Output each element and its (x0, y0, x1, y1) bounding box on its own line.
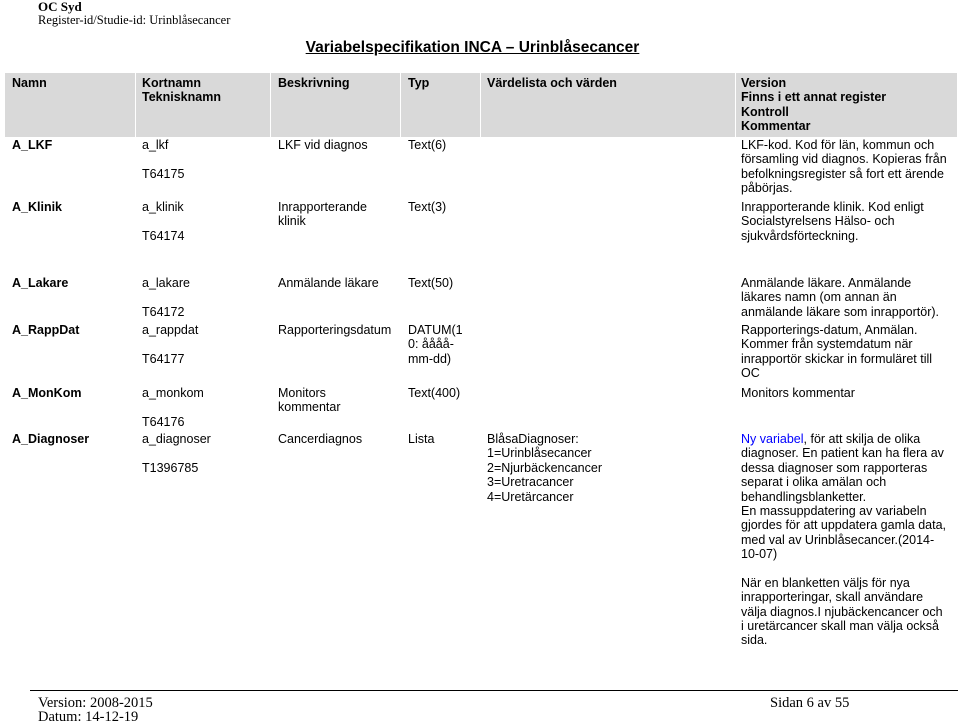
column-header-line: Finns i ett annat register (741, 90, 887, 105)
text-line: 0: åååå- (408, 337, 454, 352)
text-line: församling vid diagnos. Kopieras från (741, 152, 947, 167)
description (278, 200, 367, 229)
comment (741, 323, 932, 381)
text-line: Monitors kommentar (741, 386, 855, 400)
text-line: 2=Njurbäckencancer (487, 460, 602, 475)
comment-paragraph (741, 200, 924, 243)
comment (741, 432, 946, 648)
data-type (408, 323, 463, 366)
text-line: Text(50) (408, 276, 454, 290)
comment-paragraph (741, 432, 946, 562)
variable-name: A_Lakare (12, 276, 69, 290)
text-line: Lista (408, 432, 435, 446)
variable-name: A_Diagnoser (12, 432, 90, 446)
highlight-text: Ny variabel (741, 432, 804, 446)
text-line: Rapporterings-datum, Anmälan. (741, 323, 918, 337)
text-line: i uretärcancer skall man välja också (741, 619, 939, 634)
footer-version: Version: 2008-2015 (38, 695, 153, 711)
column-header-line: Typ (408, 76, 430, 90)
column-header-line: Kortnamn (142, 76, 202, 90)
text-line: inrapporteringar, skall användare (741, 590, 924, 605)
footer-date: Datum: 14-12-19 (38, 709, 139, 725)
variable-name: A_Klinik (12, 200, 63, 214)
short-name: a_lakare (142, 276, 190, 290)
text-line: med val av Urinblåsecancer.(2014- (741, 532, 935, 547)
text-line: välja diagnos.I njubäckencancer och (741, 604, 943, 619)
text-line: påbörjas. (741, 181, 793, 196)
text-line: 1=Urinblåsecancer (487, 446, 592, 461)
text-line: Rapporteringsdatum (278, 323, 392, 337)
column-header-line: Kommentar (741, 119, 811, 134)
text-line: BlåsaDiagnoser: (487, 432, 579, 446)
column-header-line: Värdelista och värden (487, 76, 617, 90)
text-line: DATUM(1 (408, 323, 463, 337)
variable-name: A_LKF (12, 138, 53, 152)
page-title: Variabelspecifikation INCA – Urinblåsecancer (305, 39, 640, 56)
technical-name: T64174 (142, 228, 185, 243)
table-row (0, 323, 960, 381)
table-row (0, 138, 960, 196)
comment (741, 386, 855, 400)
description (278, 386, 341, 415)
technical-name: T64172 (142, 304, 185, 319)
column-header-line: Version (741, 76, 787, 90)
text-line: 10-07) (741, 547, 778, 562)
data-type (408, 386, 460, 400)
column-header-line: Kontroll (741, 104, 789, 119)
column-header-line: Teknisknamn (142, 90, 221, 105)
text-line: Text(400) (408, 386, 461, 400)
value-list (487, 432, 602, 504)
variable-name: A_RappDat (12, 323, 80, 337)
text-line: Text(6) (408, 138, 447, 152)
text-line: separat i olika amälan och (741, 475, 887, 490)
text-line: Text(3) (408, 200, 447, 214)
technical-name: T1396785 (142, 460, 199, 475)
technical-name: T64176 (142, 414, 185, 429)
comment-paragraph (741, 576, 946, 648)
text-line: LKF vid diagnos (278, 138, 368, 152)
text-line: sida. (741, 633, 768, 648)
table-row (0, 200, 960, 243)
comment-paragraph (741, 276, 939, 319)
table-row (0, 276, 960, 319)
description (278, 432, 362, 446)
text-line: Monitors (278, 386, 326, 400)
comment (741, 138, 947, 196)
data-type (408, 432, 434, 446)
organization-name: OC Syd (38, 0, 82, 14)
technical-name: T64175 (142, 166, 185, 181)
data-type (408, 138, 446, 152)
text-line: klinik (278, 214, 306, 229)
footer-divider (30, 690, 958, 691)
text-line: OC (741, 366, 760, 381)
comment (741, 200, 924, 243)
text-line: läkares namn (om annan än (741, 290, 897, 305)
comment (741, 276, 939, 319)
text-line: sjukvårdsförteckning. (741, 228, 859, 243)
text-line: gjordes för att uppdatera gamla data, (741, 518, 946, 533)
short-name: a_lkf (142, 138, 169, 152)
text-line: Inrapporterande klinik. Kod enligt (741, 200, 924, 214)
short-name: a_rappdat (142, 323, 199, 337)
text-line: Anmälande läkare (278, 276, 379, 290)
text-line: mm-dd) (408, 351, 452, 366)
text-line: inrapportör skickar in formuläret till (741, 351, 933, 366)
comment-paragraph (741, 386, 855, 400)
data-type (408, 200, 446, 214)
text-line: diagnoser. En patient kan ha flera av (741, 446, 944, 461)
text-line: En massuppdatering av variabeln (741, 503, 927, 518)
text-line: 3=Uretracancer (487, 475, 574, 490)
text-line: Cancerdiagnos (278, 432, 363, 446)
text-segment: , för att skilja de olika (803, 432, 921, 446)
text-line: Anmälande läkare. Anmälande (741, 276, 912, 290)
table-row (0, 386, 960, 429)
text-line: När en blanketten väljs för nya (741, 575, 910, 590)
comment-paragraph (741, 323, 932, 381)
table-row (0, 432, 960, 648)
column-header-line: Namn (12, 76, 47, 90)
short-name: a_klinik (142, 200, 184, 214)
register-id: Register-id/Studie-id: Urinblåsecancer (38, 13, 231, 27)
footer-page-number: Sidan 6 av 55 (770, 695, 850, 711)
text-line: befolkningsregister så fort ett ärende (741, 166, 944, 181)
short-name: a_monkom (142, 386, 204, 400)
description (278, 276, 379, 290)
text-line: kommentar (278, 400, 341, 415)
text-line: 4=Uretärcancer (487, 489, 574, 504)
comment-paragraph (741, 138, 947, 196)
text-line: Socialstyrelsens Hälso- och (741, 214, 895, 229)
technical-name: T64177 (142, 351, 185, 366)
column-header-line: Beskrivning (278, 76, 350, 90)
text-line: behandlingsblanketter. (741, 489, 867, 504)
text-line (741, 432, 946, 446)
description (278, 323, 391, 337)
text-line: dessa diagnoser som rapporteras (741, 460, 928, 475)
short-name: a_diagnoser (142, 432, 211, 446)
text-line: Kommer från systemdatum när (741, 337, 913, 352)
data-type (408, 276, 453, 290)
variable-name: A_MonKom (12, 386, 82, 400)
description (278, 138, 368, 152)
text-line: LKF-kod. Kod för län, kommun och (741, 138, 935, 152)
text-line: anmälande läkare som inrapportör). (741, 304, 940, 319)
text-line: Inrapporterande (278, 200, 367, 214)
